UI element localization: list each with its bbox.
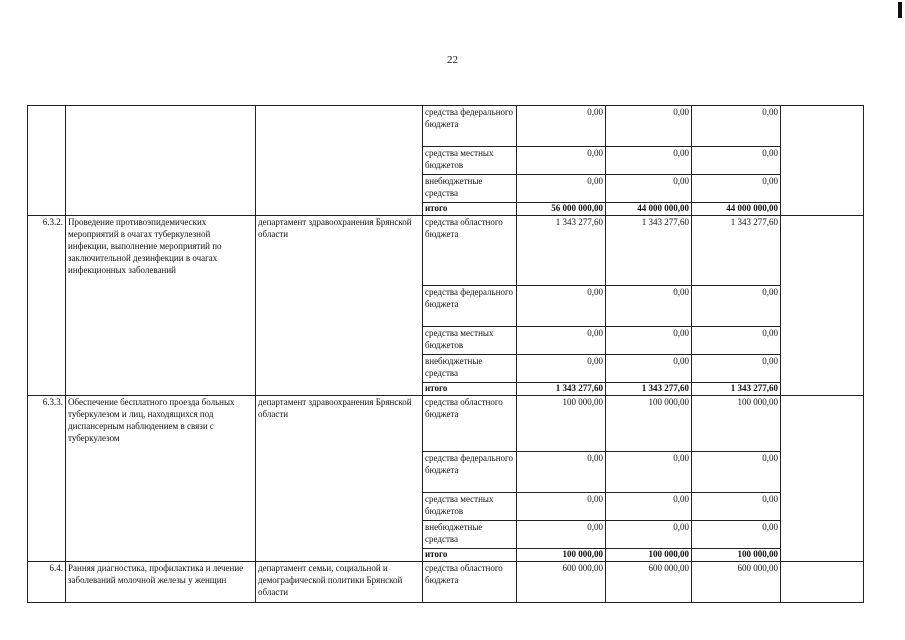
empty-cell [781,216,864,396]
amount-cell: 600 000,00 [517,562,606,603]
funding-source-cell: итого [423,383,517,396]
amount-cell: 0,00 [606,521,692,549]
amount-cell: 0,00 [692,327,781,355]
code-cell: 6.3.3. [28,396,66,562]
empty-cell [781,106,864,216]
amount-cell: 0,00 [517,147,606,175]
amount-cell: 0,00 [606,286,692,327]
amount-cell: 1 343 277,60 [517,216,606,286]
amount-cell: 1 343 277,60 [606,383,692,396]
executor-cell: департамент семьи, социальной и демографической политики Брянской области [256,562,423,603]
code-cell: 6.4. [28,562,66,603]
activity-name-cell [66,106,256,216]
amount-cell: 100 000,00 [517,549,606,562]
funding-source-cell: итого [423,549,517,562]
amount-cell: 0,00 [606,493,692,521]
amount-cell: 100 000,00 [692,549,781,562]
table-row [28,216,864,286]
code-cell [28,106,66,216]
amount-cell: 1 343 277,60 [606,216,692,286]
funding-source-cell: итого [423,203,517,216]
amount-cell: 0,00 [517,175,606,203]
amount-cell: 0,00 [692,355,781,383]
amount-cell: 0,00 [692,452,781,493]
amount-cell: 600 000,00 [692,562,781,603]
table-row [28,106,864,147]
funding-source-cell: средства областного бюджета [423,562,517,603]
amount-cell: 600 000,00 [606,562,692,603]
page-number: 22 [447,54,458,66]
amount-cell: 0,00 [606,355,692,383]
amount-cell: 44 000 000,00 [692,203,781,216]
amount-cell: 0,00 [517,521,606,549]
funding-source-cell: внебюджетные средства [423,521,517,549]
amount-cell: 0,00 [606,452,692,493]
amount-cell: 0,00 [606,147,692,175]
amount-cell: 0,00 [517,286,606,327]
funding-source-cell: средства местных бюджетов [423,493,517,521]
funding-source-cell: средства областного бюджета [423,396,517,452]
funding-source-cell: средства федерального бюджета [423,286,517,327]
amount-cell: 0,00 [517,106,606,147]
amount-cell: 100 000,00 [692,396,781,452]
funding-source-cell: средства местных бюджетов [423,327,517,355]
amount-cell: 100 000,00 [606,549,692,562]
code-cell: 6.3.2. [28,216,66,396]
budget-table [27,105,864,603]
executor-cell: департамент здравоохранения Брянской области [256,396,423,562]
amount-cell: 0,00 [606,327,692,355]
funding-source-cell: средства федерального бюджета [423,452,517,493]
amount-cell: 1 343 277,60 [517,383,606,396]
amount-cell: 0,00 [606,106,692,147]
funding-source-cell: средства областного бюджета [423,216,517,286]
table-row [28,396,864,452]
funding-source-cell: средства местных бюджетов [423,147,517,175]
amount-cell: 0,00 [517,355,606,383]
amount-cell: 0,00 [517,452,606,493]
amount-cell: 0,00 [517,493,606,521]
amount-cell: 0,00 [692,493,781,521]
funding-source-cell: средства федерального бюджета [423,106,517,147]
activity-name-cell: Обеспечение бесплатного проезда больных туберкулезом и лиц, находящихся под диспансерным наблюдением в связи с туберкулезом [66,396,256,562]
amount-cell: 1 343 277,60 [692,216,781,286]
funding-source-cell: внебюджетные средства [423,175,517,203]
activity-name-cell: Проведение противоэпидемических мероприятий в очагах туберкулезной инфекции, выполнение мероприятий по заключительной дезинфекции в очагах инфекционных заболеваний [66,216,256,396]
amount-cell: 0,00 [692,521,781,549]
funding-source-cell: внебюджетные средства [423,355,517,383]
scan-edge-mark [898,2,902,18]
amount-cell: 0,00 [692,147,781,175]
amount-cell: 1 343 277,60 [692,383,781,396]
executor-cell: департамент здравоохранения Брянской области [256,216,423,396]
amount-cell: 0,00 [692,286,781,327]
amount-cell: 44 000 000,00 [606,203,692,216]
amount-cell: 100 000,00 [606,396,692,452]
executor-cell [256,106,423,216]
amount-cell: 0,00 [692,175,781,203]
amount-cell: 100 000,00 [517,396,606,452]
empty-cell [781,396,864,562]
table-row [28,562,864,603]
empty-cell [781,562,864,603]
amount-cell: 0,00 [692,106,781,147]
activity-name-cell: Ранняя диагностика, профилактика и лечение заболеваний молочной железы у женщин [66,562,256,603]
amount-cell: 56 000 000,00 [517,203,606,216]
amount-cell: 0,00 [517,327,606,355]
amount-cell: 0,00 [606,175,692,203]
